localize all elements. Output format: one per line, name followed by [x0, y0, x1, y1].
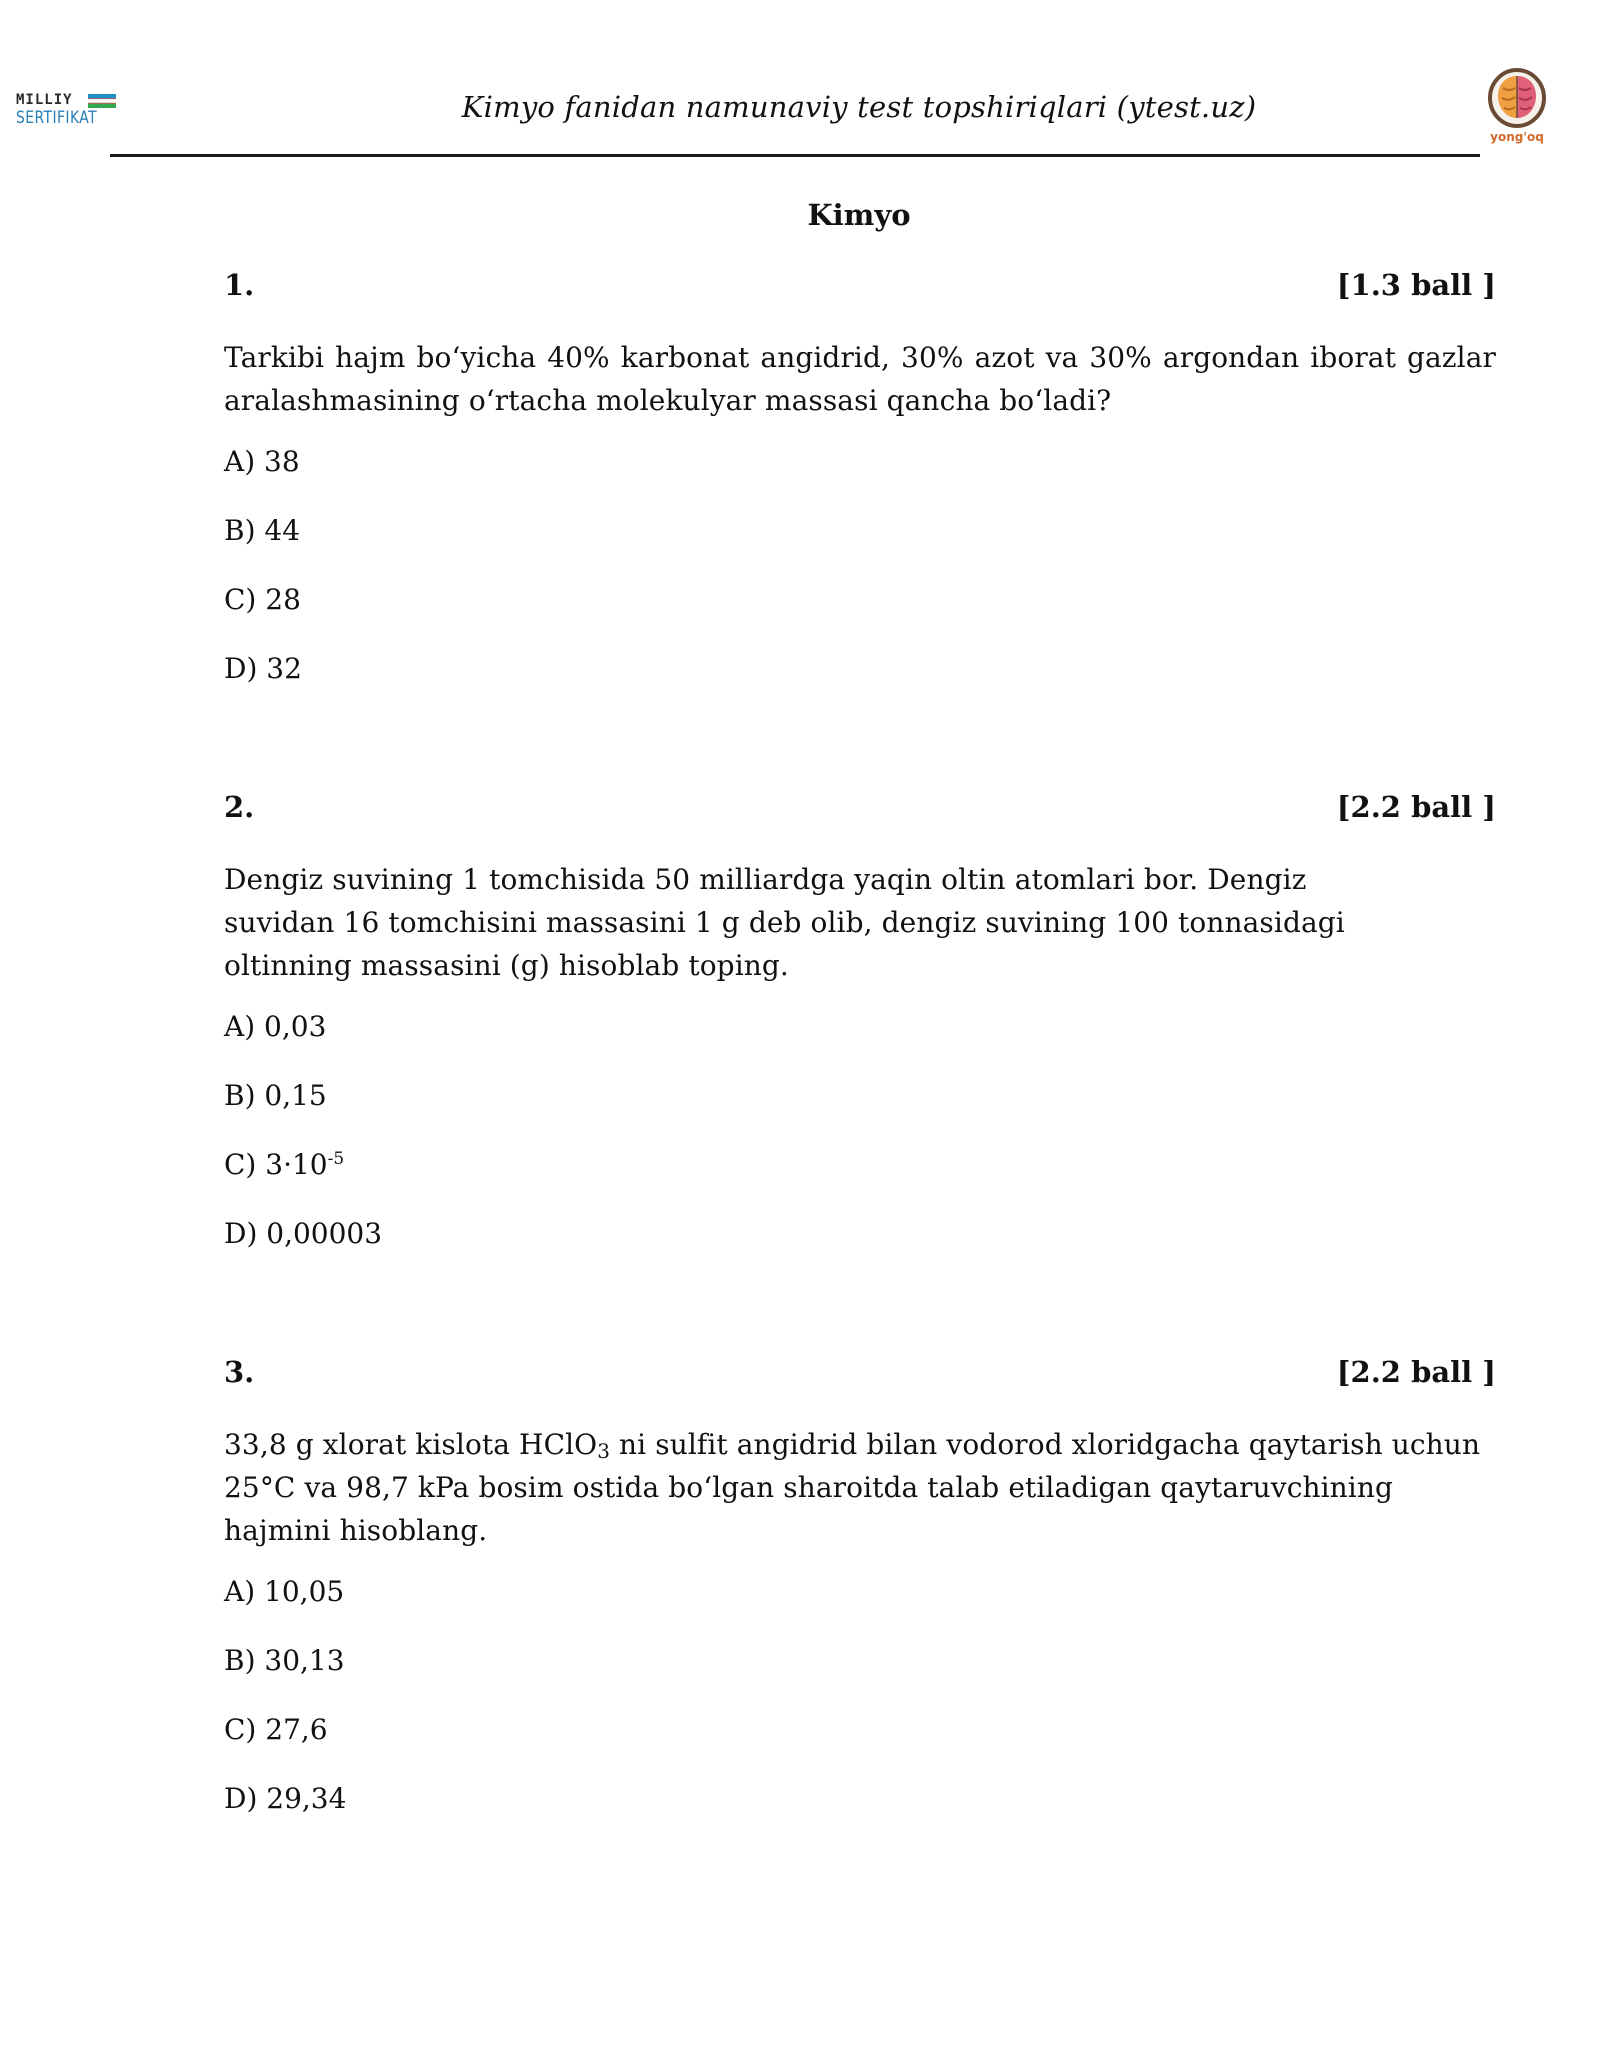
- option-a: A) 38: [224, 445, 300, 478]
- question-score: [1.3 ball ]: [1336, 268, 1496, 302]
- option-d: D) 29,34: [224, 1782, 347, 1815]
- question-number: 2.: [224, 790, 255, 824]
- option-a: A) 0,03: [224, 1010, 327, 1043]
- logo-milliy-text: MILLIY: [16, 92, 73, 108]
- question-1: [224, 268, 1496, 724]
- question-number: 1.: [224, 268, 255, 302]
- option-c: C) 27,6: [224, 1713, 328, 1746]
- question-3: [224, 1355, 1496, 1854]
- question-header: [224, 1355, 1496, 1395]
- option-c: C) 28: [224, 583, 301, 616]
- option-c-exponent: -5: [327, 1149, 345, 1169]
- option-b: B) 44: [224, 514, 301, 547]
- question-text-part-1: 33,8 g xlorat kislota HClO: [224, 1428, 598, 1461]
- question-header: [224, 268, 1496, 308]
- logo-brand-text: yong'oq: [1490, 130, 1544, 144]
- question-header: [224, 790, 1496, 830]
- question-text-line-1: Tarkibi hajm bo‘yicha 40% karbonat angidrid, 30% azot va 30% argondan iborat gazlar: [224, 341, 1496, 374]
- question-text-line-2: aralashmasining o‘rtacha molekulyar massasi qancha bo‘ladi?: [224, 384, 1112, 417]
- question-text-subscript: 3: [597, 1439, 611, 1463]
- question-text-part-2: ni sulfit angidrid bilan vodorod xloridgacha qaytarish uchun 25°C va 98,7 kPa bosim ostida bo‘lgan sharoitda talab etiladigan qaytaruvchining hajmini hisoblang.: [224, 1428, 1481, 1547]
- header-divider: [110, 154, 1480, 157]
- question-text: [224, 1423, 1496, 1552]
- question-score: [2.2 ball ]: [1336, 1355, 1496, 1389]
- logo-sertifikat-text: SERTIFIKAT: [16, 108, 98, 128]
- option-d: D) 0,00003: [224, 1217, 383, 1250]
- question-text: [224, 336, 1496, 422]
- question-score: [2.2 ball ]: [1336, 790, 1496, 824]
- option-c-base: C) 3·10: [224, 1148, 328, 1181]
- option-a: A) 10,05: [224, 1575, 345, 1608]
- answer-options: [224, 1010, 1496, 1289]
- subject-title: Kimyo: [807, 198, 911, 232]
- question-number: 3.: [224, 1355, 255, 1389]
- option-d: D) 32: [224, 652, 302, 685]
- page-header-title: Kimyo fanidan namunaviy test topshiriqlari (ytest.uz): [461, 90, 1257, 124]
- walnut-brain-icon: [1486, 66, 1548, 128]
- question-2: [224, 790, 1496, 1289]
- answer-options: [224, 445, 1496, 724]
- question-text: Dengiz suvining 1 tomchisida 50 milliardga yaqin oltin atomlari bor. Dengiz suvidan 16 tomchisini massasini 1 g deb olib, dengiz suvining 100 tonnasidagi oltinning massasini (g) hisoblab toping.: [224, 863, 1345, 982]
- answer-options: [224, 1575, 1496, 1854]
- option-b: B) 0,15: [224, 1079, 327, 1112]
- yongoq-logo: [1484, 66, 1554, 148]
- option-b: B) 30,13: [224, 1644, 345, 1677]
- option-c: [224, 1148, 1496, 1220]
